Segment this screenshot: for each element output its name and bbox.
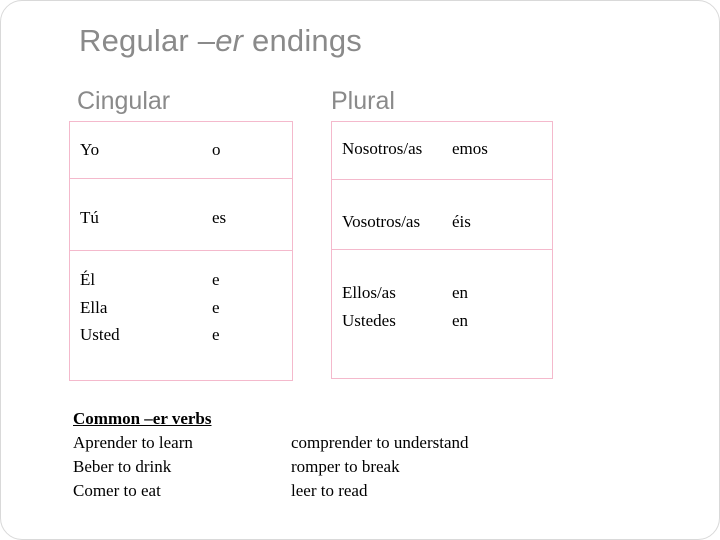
- conjugation-line: [80, 140, 221, 160]
- conjugation-line: [342, 139, 488, 159]
- pronoun-cell: Ella: [80, 298, 108, 317]
- page-title-suffix: endings: [243, 23, 362, 58]
- common-verbs-heading: Common –er verbs: [73, 409, 212, 428]
- conjugation-line: [80, 270, 220, 290]
- plural-conjugation-table: [331, 121, 553, 379]
- pronoun-cell: Yo: [80, 140, 100, 159]
- table-row: [332, 250, 552, 379]
- list-item: [73, 431, 469, 455]
- pronoun-cell: Usted: [80, 325, 120, 344]
- pronoun-cell: Ustedes: [342, 311, 396, 330]
- conjugation-line: [342, 212, 471, 232]
- ending-cell: e: [212, 270, 220, 289]
- page-title-prefix: Regular –: [79, 23, 216, 58]
- column-heading-singular: Cingular: [77, 87, 171, 115]
- ending-cell: o: [212, 140, 221, 159]
- ending-cell: emos: [452, 139, 488, 158]
- pronoun-cell: Ellos/as: [342, 283, 396, 302]
- table-row: [332, 180, 552, 250]
- verb-left: Aprender to learn: [73, 433, 193, 452]
- conjugation-line: [80, 298, 220, 318]
- pronoun-cell: Vosotros/as: [342, 212, 421, 231]
- ending-cell: es: [212, 208, 227, 227]
- ending-cell: en: [452, 283, 469, 302]
- conjugation-line: [342, 311, 468, 331]
- verb-right: comprender to understand: [291, 433, 469, 452]
- ending-cell: en: [452, 311, 469, 330]
- pronoun-cell: Él: [80, 270, 96, 289]
- column-heading-plural: Plural: [331, 87, 395, 115]
- table-row: [70, 122, 292, 179]
- ending-cell: éis: [452, 212, 471, 231]
- table-row: [70, 251, 292, 381]
- conjugation-line: [80, 325, 220, 345]
- conjugation-line: [342, 283, 468, 303]
- conjugation-line: [80, 208, 226, 228]
- verb-right: leer to read: [291, 481, 368, 500]
- verb-left: Beber to drink: [73, 457, 172, 476]
- table-row: [332, 122, 552, 180]
- ending-cell: e: [212, 325, 220, 344]
- list-item: [73, 479, 469, 503]
- table-row: [70, 179, 292, 251]
- pronoun-cell: Tú: [80, 208, 99, 227]
- list-item: [73, 455, 469, 479]
- singular-conjugation-table: [69, 121, 293, 381]
- common-verbs-block: [73, 409, 469, 503]
- verb-left: Comer to eat: [73, 481, 161, 500]
- page-title-italic: er: [215, 23, 244, 58]
- pronoun-cell: Nosotros/as: [342, 139, 423, 158]
- verb-right: romper to break: [291, 457, 400, 476]
- page-title: [79, 23, 362, 59]
- ending-cell: e: [212, 298, 220, 317]
